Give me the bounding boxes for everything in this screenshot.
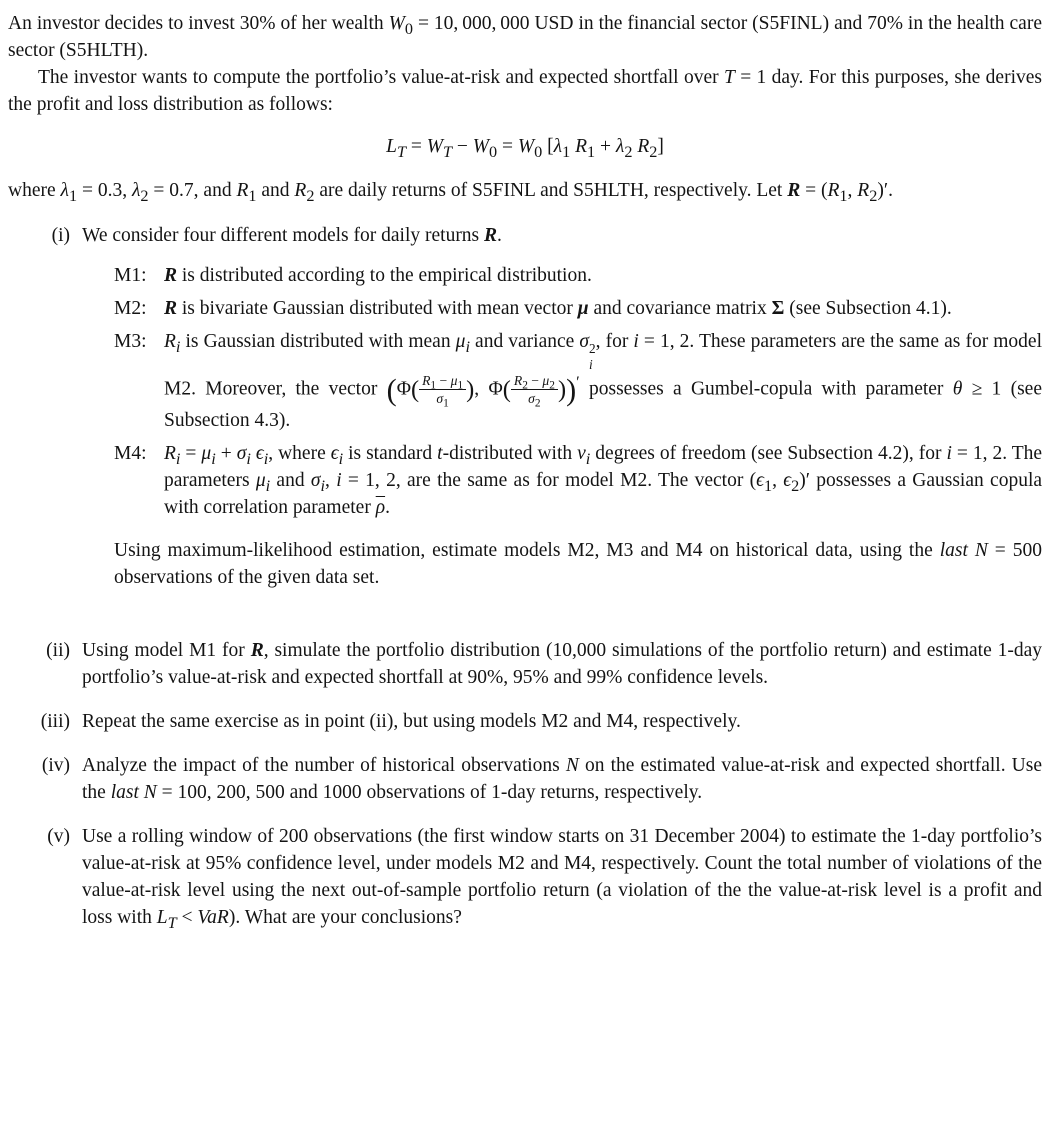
model-m1-label: M1: bbox=[114, 265, 147, 286]
item-ii-label: (ii) bbox=[46, 640, 70, 662]
item-iv-text: Analyze the impact of the number of historical observations N on the estimated value-at-risk and expected shortfall. Use the last N = 100, 200, 500 and 1000 observations of 1-day returns, respectively. bbox=[82, 755, 1043, 804]
item-iv bbox=[8, 752, 1042, 806]
intro-paragraph: An investor decides to invest 30% of her wealth $W_0 = 10$, 000, 000 USD in the financial sector (S5FINL) and 70% in the health care sector (S5HLTH). bbox=[8, 13, 1042, 61]
item-v bbox=[8, 823, 1042, 931]
item-i-body bbox=[82, 222, 1042, 591]
item-i-text: We consider four different models for daily returns R. bbox=[82, 225, 502, 246]
where-paragraph: where $\lambda_1 = 0.3$, $\lambda_2 = 0.7$, and $R_1$ and $R_2$ are daily returns of S5FINL and S5HLTH, respectively. Let $R = (R_1$, $R_2)'$. bbox=[8, 180, 893, 205]
exercise-list bbox=[8, 222, 1042, 931]
item-i-label: (i) bbox=[51, 225, 70, 246]
item-iii-text: Repeat the same exercise as in point (ii), but using models M2 and M4, respectively. bbox=[82, 711, 741, 733]
purpose-paragraph: The investor wants to compute the portfolio’s value-at-risk and expected shortfall over T = 1 day. For this purposes, she derives the profit and loss distribution as follows: bbox=[8, 67, 1042, 115]
item-iv-label: (iv) bbox=[41, 755, 70, 777]
model-list bbox=[82, 262, 1042, 521]
model-m1 bbox=[114, 262, 1042, 289]
item-iii bbox=[8, 708, 1042, 735]
model-m4-text: $R_i = \mu_i + \sigma_i$ $\epsilon_i$, where $\epsilon_i$ is standard t-distributed with $\nu_i$ degrees of freedom (see Subsection 4.2), for i = 1, 2. The parameters $\mu_i$ and $\sigma_i$, i = 1, 2, are the same as for model M2. The vector ($\epsilon_1$, $\epsilon_2)'$ possesses a Gaussian copula with correlation parameter $\overline{\rho}$. bbox=[164, 443, 1043, 519]
item-iii-label: (iii) bbox=[40, 711, 70, 733]
model-m3 bbox=[114, 328, 1042, 434]
item-ii bbox=[8, 637, 1042, 691]
model-m1-text: R is distributed according to the empirical distribution. bbox=[164, 265, 592, 286]
model-m4 bbox=[114, 440, 1042, 521]
item-ii-text: Using model M1 for R, simulate the portfolio distribution (10,000 simulations of the portfolio return) and estimate 1-day portfolio’s value-at-risk and expected shortfall at 90%, 95% and 99% confidence levels. bbox=[82, 640, 1043, 689]
pnl-equation: $L_T = W_T - W_0 = W_0$ [$\lambda_1$ $R_1 + \lambda_2$ $R_2$] bbox=[386, 136, 664, 161]
model-m2 bbox=[114, 295, 1042, 322]
item-i bbox=[8, 222, 1042, 591]
model-m4-label: M4: bbox=[114, 443, 147, 465]
estimation-note: Using maximum-likelihood estimation, estimate models M2, M3 and M4 on historical data, using the last N = 500 observations of the given data set. bbox=[114, 540, 1043, 589]
model-m2-text: R is bivariate Gaussian distributed with mean vector μ and covariance matrix Σ (see Subsection 4.1). bbox=[164, 298, 952, 319]
model-m2-label: M2: bbox=[114, 298, 147, 319]
item-v-text: Use a rolling window of 200 observations (the first window starts on 31 December 2004) to estimate the 1-day portfolio’s value-at-risk at 95% confidence level, under models M2 and M4, respectively. Count the total number of violations of the value-at-risk level using the next out-of-sample portfolio return (a violation of the the value-at-risk level is a profit and loss with $L_T < VaR$). What are your conclusions? bbox=[82, 826, 1042, 933]
model-m3-label: M3: bbox=[114, 331, 147, 352]
model-m3-text: $R_i$ is Gaussian distributed with mean $\mu_i$ and variance σ 2 i , for i = 1, 2. These parameters are the same as for model M2. Moreover, the vector (Φ( $\frac{R_1 - \mu_1}{\sigma_1}$ ), Φ( $\frac{R_2 - \mu_2}{\sigma_2}$ ))′ possesses a Gumbel-copula with parameter θ ≥ 1 (see Subsection 4.3). bbox=[164, 331, 1043, 432]
item-v-label: (v) bbox=[47, 826, 70, 848]
